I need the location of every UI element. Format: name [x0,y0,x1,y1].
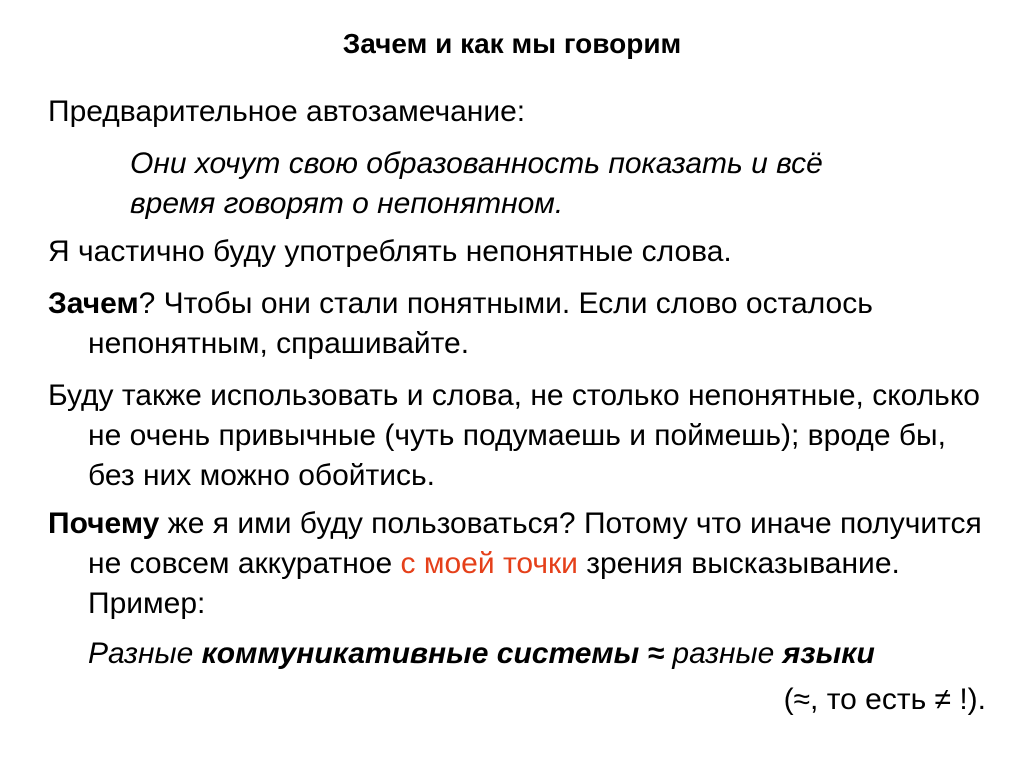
reason-keyword: Почему [48,507,160,540]
paragraph-reason [48,504,998,624]
paragraph-why [48,284,998,364]
example-term-2: языки [782,637,875,670]
paragraph-intro: Предварительное автозамечание: [48,95,526,128]
reason-accent-text: с моей точки [400,547,578,580]
paragraph-unusual-words: Буду также использовать и слова, не столько непонятные, сколько не очень привычные (чуть подумаешь и поймешь); вроде бы, без них можно обойтись. [48,379,980,492]
example-line [88,634,988,674]
why-text: ? Чтобы они стали понятными. Если слово осталось непонятным, спрашивайте. [88,287,873,360]
quote-line-2: время говорят о непонятном. [130,187,564,220]
example-word-2: разные [664,637,783,670]
slide-title: Зачем и как мы говорим [342,28,682,59]
paragraph-partial-use: Я частично буду употреблять непонятные слова. [48,235,732,268]
quote-block [130,144,990,224]
example-note: (≈, то есть ≠ !). [783,683,986,716]
reason-text-1: же я ими буду пользоваться? Потому что иначе получится не совсем аккуратное [88,507,982,580]
reason-text-2: зрения высказывание. Пример: [88,547,900,620]
why-keyword: Зачем [48,287,139,320]
quote-line-1: Они хочут свою образованность показать и всё [130,147,823,180]
example-word-1: Разные [88,637,202,670]
example-term-1: коммуникативные системы ≈ [201,637,665,670]
